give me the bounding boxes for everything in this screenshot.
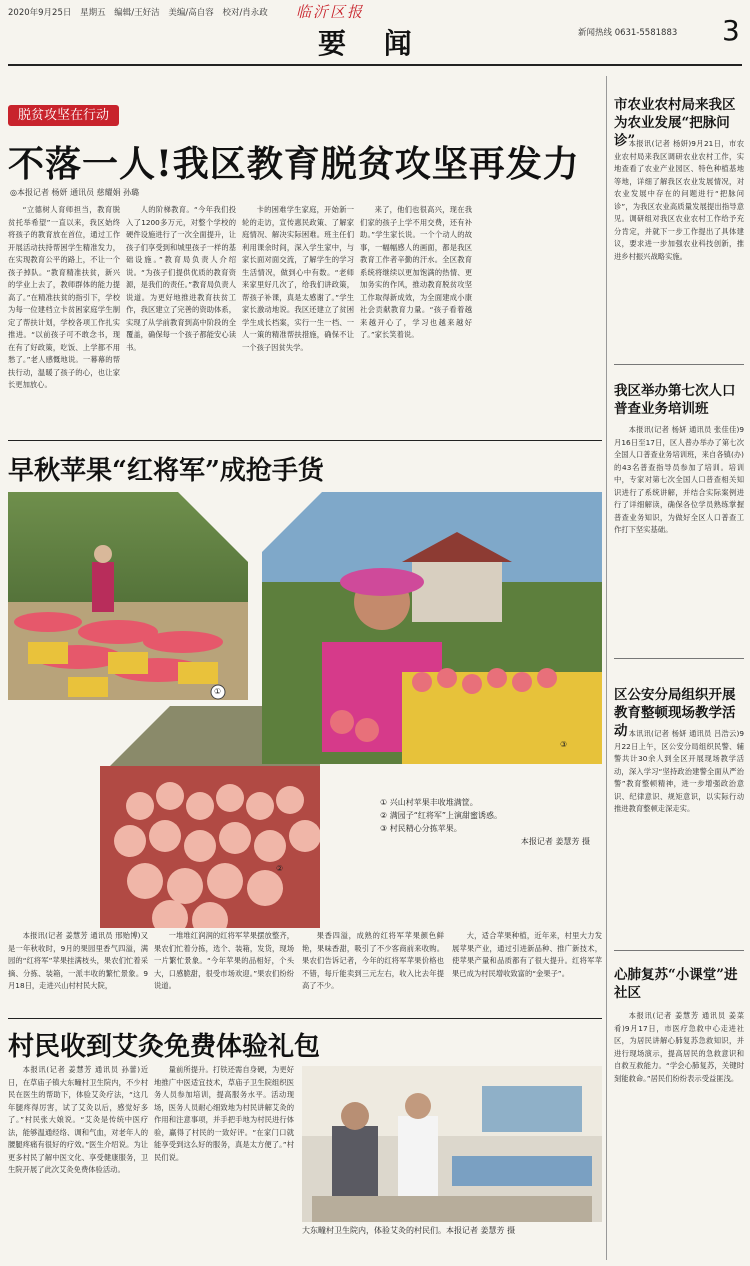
moxa-photo-caption: 大东疃村卫生院内，体验艾灸的村民们。本报记者 姜慧芳 摄 [302, 1226, 516, 1235]
apple-photo-captions [380, 796, 600, 848]
sidebar-rule-1 [614, 364, 744, 365]
photo-3-marker: ③ [560, 740, 568, 749]
moxa-column-2: 量前所提升。打铁还需自身硬，为更好地推广中医适宜技术，草庙子卫生院组织医务人员参加培训，提高服务水平。活动现场，医务人员耐心细致地为村民讲解艾灸的作用和注意事项，并手把手地为村民进行体验，赢得了村民的一致好评。“在家门口就能享受到这么好的服务，真是太方便了。”村民们说。 [154, 1065, 294, 1162]
newspaper-logo: 临沂区报 [296, 3, 365, 21]
moxa-column-1: 本报讯(记者 姜慧芳 通讯员 孙蕾)近日，在草庙子镇大东疃村卫生院内，不少村民在医生的帮助下，体验艾灸疗法，“这几年腿疼得厉害，试了艾灸以后，感觉好多了。”村民张大娘说。“艾灸是传统中医疗法，能够温通经络、调和气血，对老年人的腰腿疼痛有很好的疗效。”医生介绍说。为让更多村民了解中医文化、享受健康服务，卫生院开展了此次艾灸免费体验活动。 [8, 1065, 148, 1174]
lead-headline: 不落一人!我区教育脱贫攻坚再发力 [8, 143, 580, 185]
sidebar-rule-2 [614, 658, 744, 659]
apple-column-3: 果香四溢，成熟的红将军苹果颜色鲜艳，果味香甜，吸引了不少客商前来收购。果农们告诉记者，今年的红将军苹果价格也不错，每斤能卖到三元左右，收入比去年提高了不少。 [302, 931, 444, 990]
sidebar-divider [606, 76, 607, 1260]
designer-credit: 美编/高自容 [168, 8, 214, 18]
sidebar-rule-3 [614, 950, 744, 951]
lead-column-3: 卡的困难学生家庭，开始新一轮的走访，宣传惠民政策、了解家庭情况、解决实际困难。班主任们利用课余时间，深入学生家中，与家长面对面交流，了解学生的学习生活情况，做到心中有数。“老师来家里好几次了，给我们讲政策，帮孩子补课，真是太感谢了。”学生家长激动地说。我区还建立了贫困学生成长档案，实行一生一档、一人一策的精准帮扶措施，确保不让一个孩子因贫失学。 [242, 205, 354, 352]
page-number: 3 [722, 14, 740, 47]
photo-credit: 本报记者 姜慧芳 摄 [520, 837, 590, 846]
photo-2-marker: ② [276, 864, 284, 873]
topic-banner [8, 104, 119, 123]
apple-bottom-rule [8, 1018, 602, 1019]
lead-column-1: “立德树人育师担当，教育脱贫托举希望”一直以来，我区始终将孩子的教育放在首位，通过工作开展活动扶持帮困学生精准发力，在实现教育公平的路上，不让一个孩子掉队。“教育精准扶贫，新兴的学业上去了，教师群体的能力提高了。”在精准扶贫的指引下，学校为每一位建档立卡贫困家庭学生制定了帮扶计划，学校各项工作扎实推进。“以前孩子可不敢念书，现在有了好政策，吃饭、上学都不用愁了。”老人感慨地说。一幕幕的帮扶行动，温暖了孩子的心，也让家长更加放心。 [8, 205, 120, 389]
apple-photo-1 [8, 492, 248, 700]
section-title: 要 闻 [318, 27, 426, 60]
sidebar-body-1: 本报讯(记者 杨妍)9月21日，市农业农村局来我区调研农业农村工作，实地查看了农业产业园区、特色种植基地等地，详细了解我区农业发展情况，对农业发展中存在的问题进行“把脉问诊”，为我区农业高质量发展提出指导意见。调研组对我区农业农村工作给予充分肯定，并就下一步工作提出了具体建议，要求进一步加强农业科技创新，推进乡村振兴战略实施。 [614, 139, 744, 261]
apple-headline: 早秋苹果“红将军”成抢手货 [8, 456, 324, 486]
proofreader-credit: 校对/肖永政 [222, 8, 268, 18]
sidebar-body-2: 本报讯(记者 杨妍 通讯员 张佳佳)9月16日至17日，区人普办举办了第七次全国人口普查业务培训班，来自各镇(办)的43名普查指导员参加了培训。培训中，专家对第七次全国人口普查相关知识进行了系统讲解，并结合实际案例进行了详细解读，确保各位学员熟练掌握普查业务知识，为做好全区人口普查工作打下坚实基础。 [614, 425, 744, 534]
editor-credit: 编辑/王好洁 [114, 8, 160, 18]
lead-bottom-rule [8, 440, 602, 441]
masthead [0, 0, 750, 66]
sidebar-headline-4: 心肺复苏“小课堂”进社区 [614, 967, 738, 1001]
apple-column-1: 本报讯(记者 姜慧芳 通讯员 邢贻博)又是一年秋收时，9月的果园里香气四溢，满园的“红将军”苹果挂满枝头，果农们忙着采摘、分拣、装箱，一派丰收的繁忙景象。9月18日，走进兴山村村民大院， [8, 931, 148, 990]
lead-column-2: 人的阶梯教育。“今年我们投入了1200多万元，对整个学校的硬件设施进行了一次全面提升，让孩子们享受到和城里孩子一样的基础设施。”教育局负责人介绍说。“为孩子们提供优质的教育资源，是我们的责任。”教育局负责人说道。为更好地推进教育扶贫工作，我区建立了完善的资助体系，实现了从学前教育到高中阶段的全覆盖，确保每一个孩子都能安心读书。 [126, 205, 236, 352]
lead-byline: ◎本报记者 杨妍 通讯员 慈耀娟 孙璐 [10, 188, 140, 197]
apple-column-2: 一堆堆红润润的红将军苹果摆放整齐，果农们忙着分拣，选个、装箱，发货，现场一片繁忙景象。“今年苹果的品相好，个头大，口感脆甜，很受市场欢迎。”果农们纷纷说道。 [154, 931, 294, 990]
apple-column-4: 大，适合苹果种植，近年来，村里大力发展苹果产业，通过引进新品种、推广新技术，使苹果产量和品质都有了很大提升。红将军苹果已成为村民增收致富的“金果子”。 [452, 931, 602, 978]
sidebar-headline-3: 区公安分局组织开展教育整顿现场教学活动 [614, 687, 736, 739]
apple-photo-3 [262, 492, 602, 764]
moxa-headline: 村民收到艾灸免费体验礼包 [8, 1032, 321, 1062]
sidebar-body-4: 本报讯(记者 姜慧芳 通讯员 姜菜肴)9月17日，市医疗急救中心走进社区，为居民讲解心肺复苏急救知识，并进行现场演示，提高居民的急救意识和自救互救能力。“学会心肺复苏，关键时刻能救命。”居民们纷纷表示受益匪浅。 [614, 1011, 744, 1083]
news-hotline: 新闻热线 0631-5581883 [578, 28, 678, 38]
photo-caption-3: ③ 村民精心分拣苹果。 [380, 824, 462, 833]
issue-date: 2020年9月25日 [8, 8, 72, 18]
issue-weekday: 星期五 [80, 8, 106, 18]
moxa-photo [302, 1066, 602, 1222]
sidebar-headline-2: 我区举办第七次人口普查业务培训班 [614, 383, 736, 417]
topic-banner-label: 脱贫攻坚在行动 [8, 105, 119, 126]
masthead-rule [8, 64, 742, 66]
photo-1-marker: ① [214, 687, 222, 696]
lead-column-4: 来了，他们也很高兴，现在我们家的孩子上学不用交费，还有补助。”学生家长说。一个个动人的故事，一幅幅感人的画面，都是我区教育工作者辛勤的汗水。全区教育系统将继续以更加饱满的热情、更加务实的作风，推动教育脱贫攻坚工作取得新成效，为全面建成小康社会贡献教育力量。“孩子看着越来越开心了，学习也越来越好了。”家长笑着说。 [360, 205, 472, 339]
sidebar-body-3: 本讯讯(记者 杨妍 通讯员 吕浩云)9月22日上午，区公安分局组织民警、辅警共计30余人到全区开展现场教学活动，深入学习“坚持政治建警全面从严治警”教育整顿精神，进一步增强政治意识、纪律意识、规矩意识，以实际行动推进教育整顿走深走实。 [614, 729, 744, 813]
photo-caption-1: ① 兴山村苹果丰收堆满筐。 [380, 798, 478, 807]
sidebar-headline-1: 市农业农村局来我区为农业发展“把脉问诊” [614, 97, 736, 149]
photo-caption-2: ② 满园子“红将军”上演甜蜜诱惑。 [380, 811, 503, 820]
